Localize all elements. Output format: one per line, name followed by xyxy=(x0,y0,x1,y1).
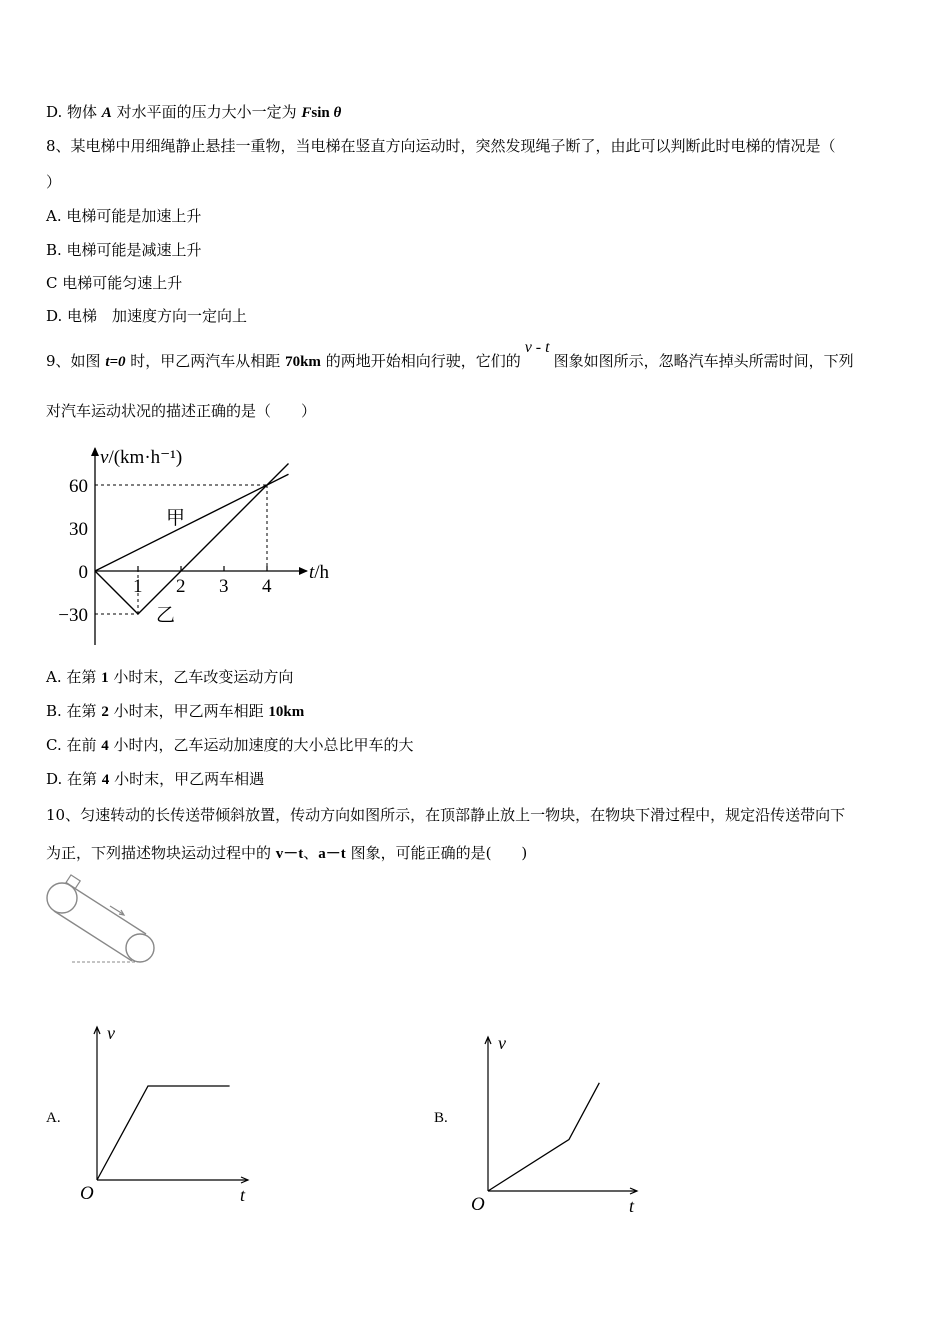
q8-stem-end: ） xyxy=(46,173,62,191)
q10-vt: v－t xyxy=(275,846,304,862)
q10-stem: 10、匀速转动的长传送带倾斜放置，传动方向如图所示，在顶部静止放上一物块，在物块下滑过程中，规定沿传送带向下 xyxy=(46,806,846,824)
x-axis-label: t xyxy=(629,1196,635,1216)
q7-d-prefix: D. 物体 xyxy=(46,103,102,121)
q10-at: a－t xyxy=(318,846,346,862)
x-tick-label: 4 xyxy=(262,576,272,597)
q9-prefix: 9、如图 xyxy=(46,352,106,370)
origin-label: O xyxy=(80,1183,94,1204)
q7-d-symbol-f: F xyxy=(301,105,312,121)
q9-d-suffix: 小时末，甲乙两车相遇 xyxy=(109,770,265,788)
series-label-jia: 甲 xyxy=(166,508,186,529)
x-tick-label: 3 xyxy=(219,576,229,597)
y-tick-label: −30 xyxy=(58,604,88,626)
origin-label: O xyxy=(471,1194,485,1215)
q9-b-number: 2 xyxy=(101,704,109,720)
q9-a-number: 1 xyxy=(101,670,109,686)
q9-d-number: 4 xyxy=(101,772,110,788)
q9-b-prefix: B. 在第 xyxy=(46,702,102,720)
y-tick-label: 30 xyxy=(69,519,88,541)
q7-d-theta: θ xyxy=(333,105,342,121)
q9-t0: t=0 xyxy=(105,354,126,370)
y-axis-label: v/(km·h⁻¹) xyxy=(100,447,183,468)
q9-stem-2: 对汽车运动状况的描述正确的是（ ） xyxy=(46,402,317,420)
series-label-yi: 乙 xyxy=(156,605,176,626)
y-axis-label: v xyxy=(498,1033,506,1053)
q9-d-prefix: D. 在第 xyxy=(46,770,102,788)
q8-option-a: A. 电梯可能是加速上升 xyxy=(46,207,202,225)
q9-vt-symbol: v - t xyxy=(524,339,550,356)
q9-a-prefix: A. 在第 xyxy=(46,668,102,686)
q7-d-symbol-a: A xyxy=(101,105,112,121)
option-a-label: A. xyxy=(46,1110,61,1126)
q7-d-middle: 对水平面的压力大小一定为 xyxy=(111,103,302,121)
q10-separator: 、 xyxy=(303,844,319,862)
q9-b-value: 10km xyxy=(268,704,305,720)
q9-distance: 70km xyxy=(285,354,321,370)
q8-option-d: D. 电梯 加速度方向一定向上 xyxy=(46,307,248,325)
x-axis-label: t/h xyxy=(309,562,330,583)
y-tick-label: 0 xyxy=(78,562,88,583)
q9-a-suffix: 小时末，乙车改变运动方向 xyxy=(108,668,294,686)
q9-c-suffix: 小时内，乙车运动加速度的大小总比甲车的大 xyxy=(108,736,414,754)
q9-middle-2: 的两地开始相向行驶，它们的 xyxy=(320,352,521,370)
q10-suffix: 图象，可能正确的是( ) xyxy=(345,844,528,862)
q9-middle-1: 时，甲乙两汽车从相距 xyxy=(125,352,286,370)
q7-d-sin: sin xyxy=(311,105,334,121)
y-tick-label: 60 xyxy=(69,476,88,498)
q8-stem: 8、某电梯中用细绳静止悬挂一重物，当电梯在竖直方向运动时，突然发现绳子断了，由此可以判断此时电梯的情况是（ xyxy=(46,137,836,155)
y-axis-label: v xyxy=(107,1023,115,1043)
q9-b-middle: 小时末，甲乙两车相距 xyxy=(108,702,269,720)
q10-prefix: 为正，下列描述物块运动过程中的 xyxy=(46,844,276,862)
q8-option-c: C 电梯可能匀速上升 xyxy=(46,274,183,292)
q8-option-b: B. 电梯可能是减速上升 xyxy=(46,241,202,259)
q9-suffix: 图象如图所示，忽略汽车掉头所需时间，下列 xyxy=(553,352,854,370)
x-tick-label: 2 xyxy=(176,576,186,597)
q9-c-prefix: C. 在前 xyxy=(46,736,102,754)
option-b-label: B. xyxy=(434,1110,448,1126)
series-line-0 xyxy=(488,1083,599,1191)
x-axis-label: t xyxy=(240,1185,246,1205)
q9-c-number: 4 xyxy=(101,738,109,754)
x-tick-label: 1 xyxy=(133,576,143,597)
